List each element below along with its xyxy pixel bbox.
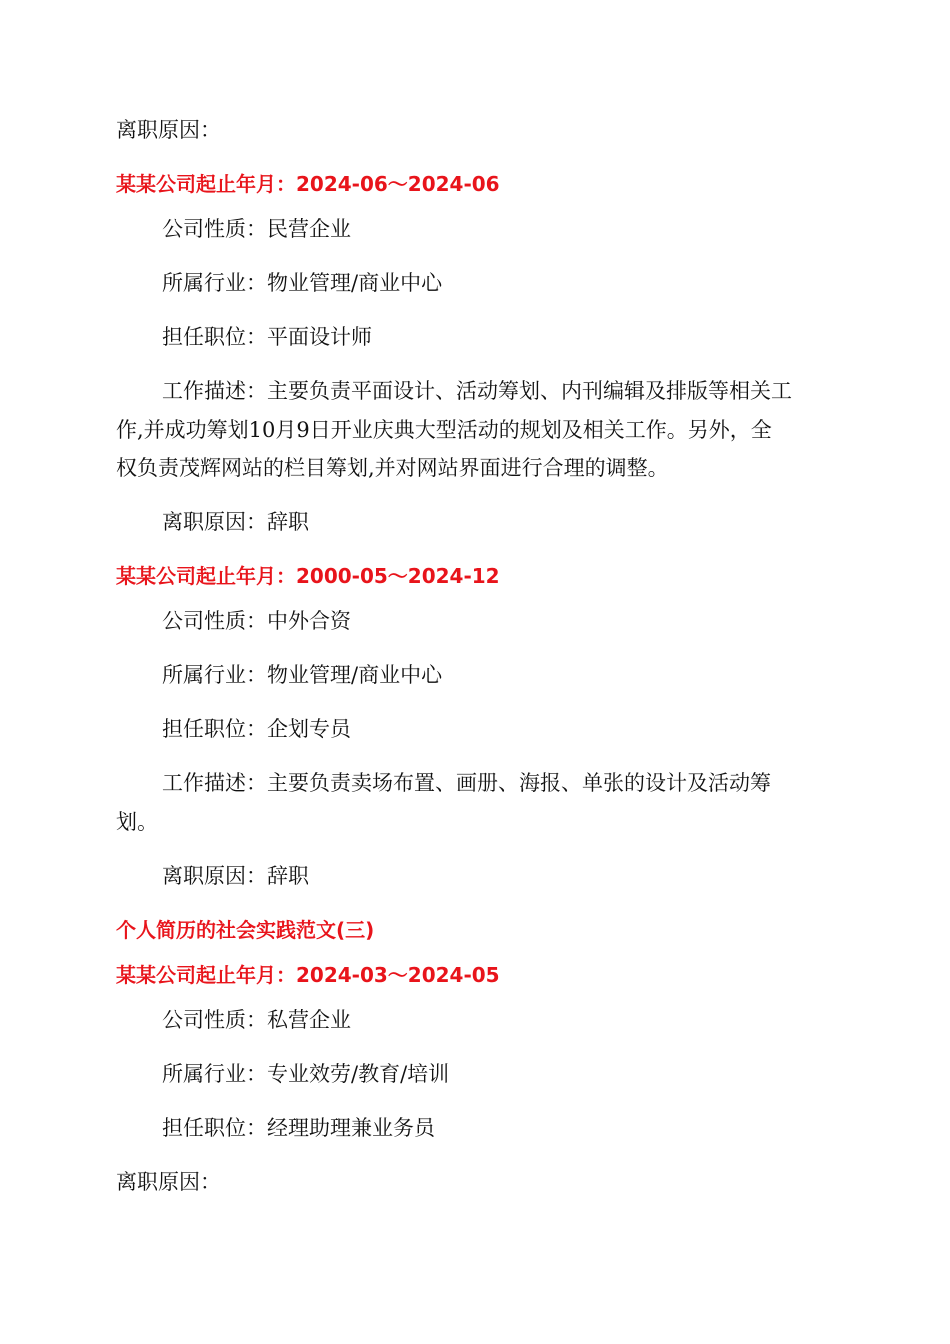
company-nature-line: 公司性质：民营企业	[162, 217, 351, 241]
section-title: 个人简历的社会实践范文(三)	[116, 918, 375, 942]
resignation-reason-line: 离职原因：	[116, 118, 221, 142]
resignation-reason-line: 离职原因：辞职	[162, 510, 309, 534]
company-nature-line: 公司性质：中外合资	[162, 609, 351, 633]
company-period-heading: 某某公司起止年月：2024-06～2024-06	[116, 172, 500, 196]
company-nature-line: 公司性质：私营企业	[162, 1008, 351, 1032]
resignation-reason-line: 离职原因：	[116, 1170, 221, 1194]
job-description-continuation: 划。	[116, 810, 158, 834]
position-line: 担任职位：经理助理兼业务员	[162, 1116, 435, 1140]
industry-line: 所属行业：物业管理/商业中心	[162, 271, 443, 295]
job-description-line: 工作描述：主要负责卖场布置、画册、海报、单张的设计及活动筹	[162, 771, 771, 795]
job-description-continuation: 作,并成功筹划10月9日开业庆典大型活动的规划及相关工作。另外，全	[116, 418, 772, 442]
position-line: 担任职位：企划专员	[162, 717, 351, 741]
company-period-heading: 某某公司起止年月：2000-05～2024-12	[116, 564, 500, 588]
resignation-reason-line: 离职原因：辞职	[162, 864, 309, 888]
job-description-continuation: 权负责茂辉网站的栏目筹划,并对网站界面进行合理的调整。	[116, 456, 669, 480]
industry-line: 所属行业：专业效劳/教育/培训	[162, 1062, 450, 1086]
industry-line: 所属行业：物业管理/商业中心	[162, 663, 443, 687]
company-period-heading: 某某公司起止年月：2024-03～2024-05	[116, 963, 500, 987]
position-line: 担任职位：平面设计师	[162, 325, 372, 349]
job-description-line: 工作描述：主要负责平面设计、活动筹划、内刊编辑及排版等相关工	[162, 379, 792, 403]
